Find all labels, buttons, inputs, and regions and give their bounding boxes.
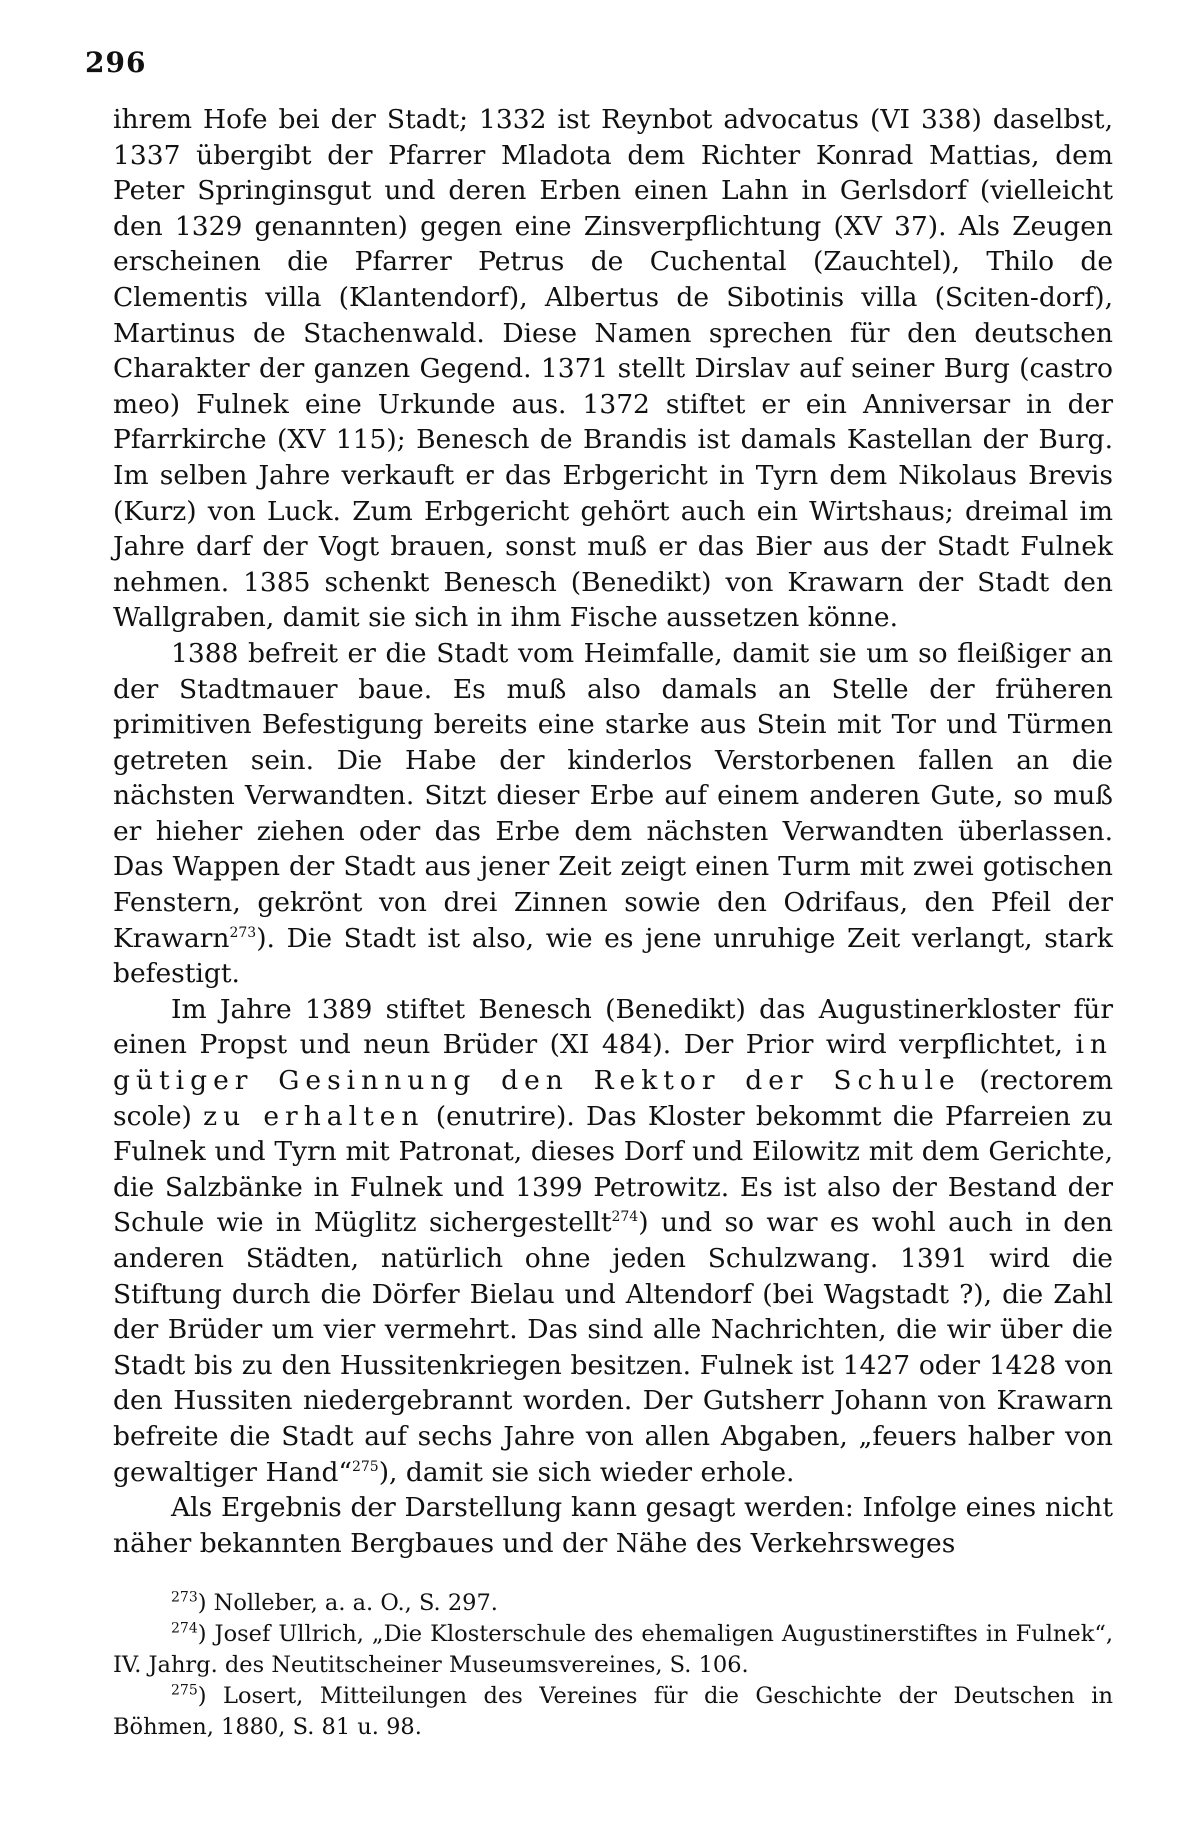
paragraph <box>113 102 1113 636</box>
text-run: ) und so war es wohl auch in den anderen Städten, natürlich ohne jeden Schulzwang. 1391 wird die Stiftung durch die Dörfer Bielau und Altendorf (bei Wagstadt ?), die Zahl der Brüder um vier vermehrt. Das sind alle Nachrichten, die wir über die Stadt bis zu den Hussitenkriegen besitzen. Fulnek ist 1427 oder 1428 von den Hussiten niedergebrannt worden. Der Gutsherr Johann von Krawarn befreite die Stadt auf sechs Jahre von allen Abgaben, „feuers halber von gewaltiger Hand“ <box>113 1207 1113 1488</box>
footnote-paren: ) <box>197 1621 215 1647</box>
footnote <box>113 1681 1113 1743</box>
emphasized-text: in gütiger Gesinnung den Rektor der Schule <box>113 1029 1113 1097</box>
footnote-number: 273 <box>171 1589 198 1606</box>
footnote <box>113 1619 1113 1681</box>
text-run: ), damit sie sich wieder erhole. <box>378 1456 795 1488</box>
text-run: (rectorem scole) <box>113 1065 1113 1132</box>
footnote-number: 274 <box>171 1620 198 1637</box>
text-run: 1388 befreit er die Stadt vom Heimfalle, damit sie um so fleißiger an der Stadtmauer baue. Es muß also damals an Stelle der früheren primitiven Befestigung bereits eine starke aus Stein mit Tor und Türmen getreten sein. Die Habe der kinderlos Verstorbenen fallen an die nächsten Verwandten. Sitzt dieser Erbe auf einem anderen Gute, so muß er hieher ziehen oder das Erbe dem nächsten Verwandten überlassen. Das Wappen der Stadt aus jener Zeit zeigt einen Turm mit zwei gotischen Fenstern, gekrönt von drei Zinnen sowie den Odrifaus, den Pfeil der Krawarn <box>113 637 1113 954</box>
paragraph <box>113 1490 1113 1561</box>
footnote-number: 275 <box>171 1682 198 1699</box>
footnote-paren: ) <box>197 1590 214 1616</box>
footnote-ref: 275 <box>351 1458 379 1475</box>
text-run: Im Jahre 1389 stiftet Benesch (Benedikt) das Augustinerkloster für einen Propst und neun Brüder (XI 484). Der Prior wird verpflichtet, <box>113 993 1113 1061</box>
page-number: 296 <box>85 46 147 79</box>
text-run: (enutrire). Das Kloster bekommt die Pfarreien zu Fulnek und Tyrn mit Patronat, dieses Dorf und Eilowitz mit dem Gerichte, die Salzbänke in Fulnek und 1399 Petrowitz. Es ist also der Bestand der Schule wie in Müglitz sichergestellt <box>113 1100 1113 1239</box>
paragraph <box>113 636 1113 992</box>
emphasized-text: zu erhalten <box>203 1100 425 1132</box>
footnote <box>113 1588 1113 1619</box>
footnote-text: Losert, Mitteilungen des Vereines für die Geschichte der Deutschen in Böhmen, 1880, S. 81 u. 98. <box>113 1683 1113 1740</box>
footnote-text: Josef Ullrich, „Die Klosterschule des ehemaligen Augustinerstiftes in Fulnek“, IV. Jahrg. des Neutitscheiner Museumsvereines, S. 106. <box>113 1621 1113 1678</box>
text-run: ). Die Stadt ist also, wie es jene unruhige Zeit verlangt, stark befestigt. <box>113 922 1113 990</box>
footnotes <box>113 1588 1113 1743</box>
footnote-ref: 274 <box>611 1209 639 1226</box>
body-text <box>113 102 1113 1561</box>
text-run: ihrem Hofe bei der Stadt; 1332 ist Reynbot advocatus (VI 338) daselbst, 1337 übergibt der Pfarrer Mladota dem Richter Konrad Mattias, dem Peter Springinsgut und deren Erben einen Lahn in Gerlsdorf (vielleicht den 1329 genannten) gegen eine Zinsverpflichtung (XV 37). Als Zeugen erscheinen die Pfarrer Petrus de Cuchental (Zauchtel), Thilo de Clementis villa (Klantendorf), Albertus de Sibotinis villa (Sciten-dorf), Martinus de Stachenwald. Diese Namen sprechen für den deutschen Charakter der ganzen Gegend. 1371 stellt Dirslav auf seiner Burg (castro meo) Fulnek eine Urkunde aus. 1372 stiftet er ein Anniversar in der Pfarrkirche (XV 115); Benesch de Brandis ist damals Kastellan der Burg. Im selben Jahre verkauft er das Erbgericht in Tyrn dem Nikolaus Brevis (Kurz) von Luck. Zum Erbgericht gehört auch ein Wirtshaus; dreimal im Jahre darf der Vogt brauen, sonst muß er das Bier aus der Stadt Fulnek nehmen. 1385 schenkt Benesch (Benedikt) von Krawarn der Stadt den Wallgraben, damit sie sich in ihm Fische aussetzen könne. <box>113 104 1113 634</box>
text-run: Als Ergebnis der Darstellung kann gesagt werden: Infolge eines nicht näher bekannten Bergbaues und der Nähe des Verkehrsweges <box>113 1492 1113 1559</box>
footnote-ref: 273 <box>229 924 257 941</box>
paragraph <box>113 992 1113 1490</box>
footnote-text: Nolleber, a. a. O., S. 297. <box>213 1590 498 1616</box>
footnote-paren: ) <box>197 1683 224 1709</box>
